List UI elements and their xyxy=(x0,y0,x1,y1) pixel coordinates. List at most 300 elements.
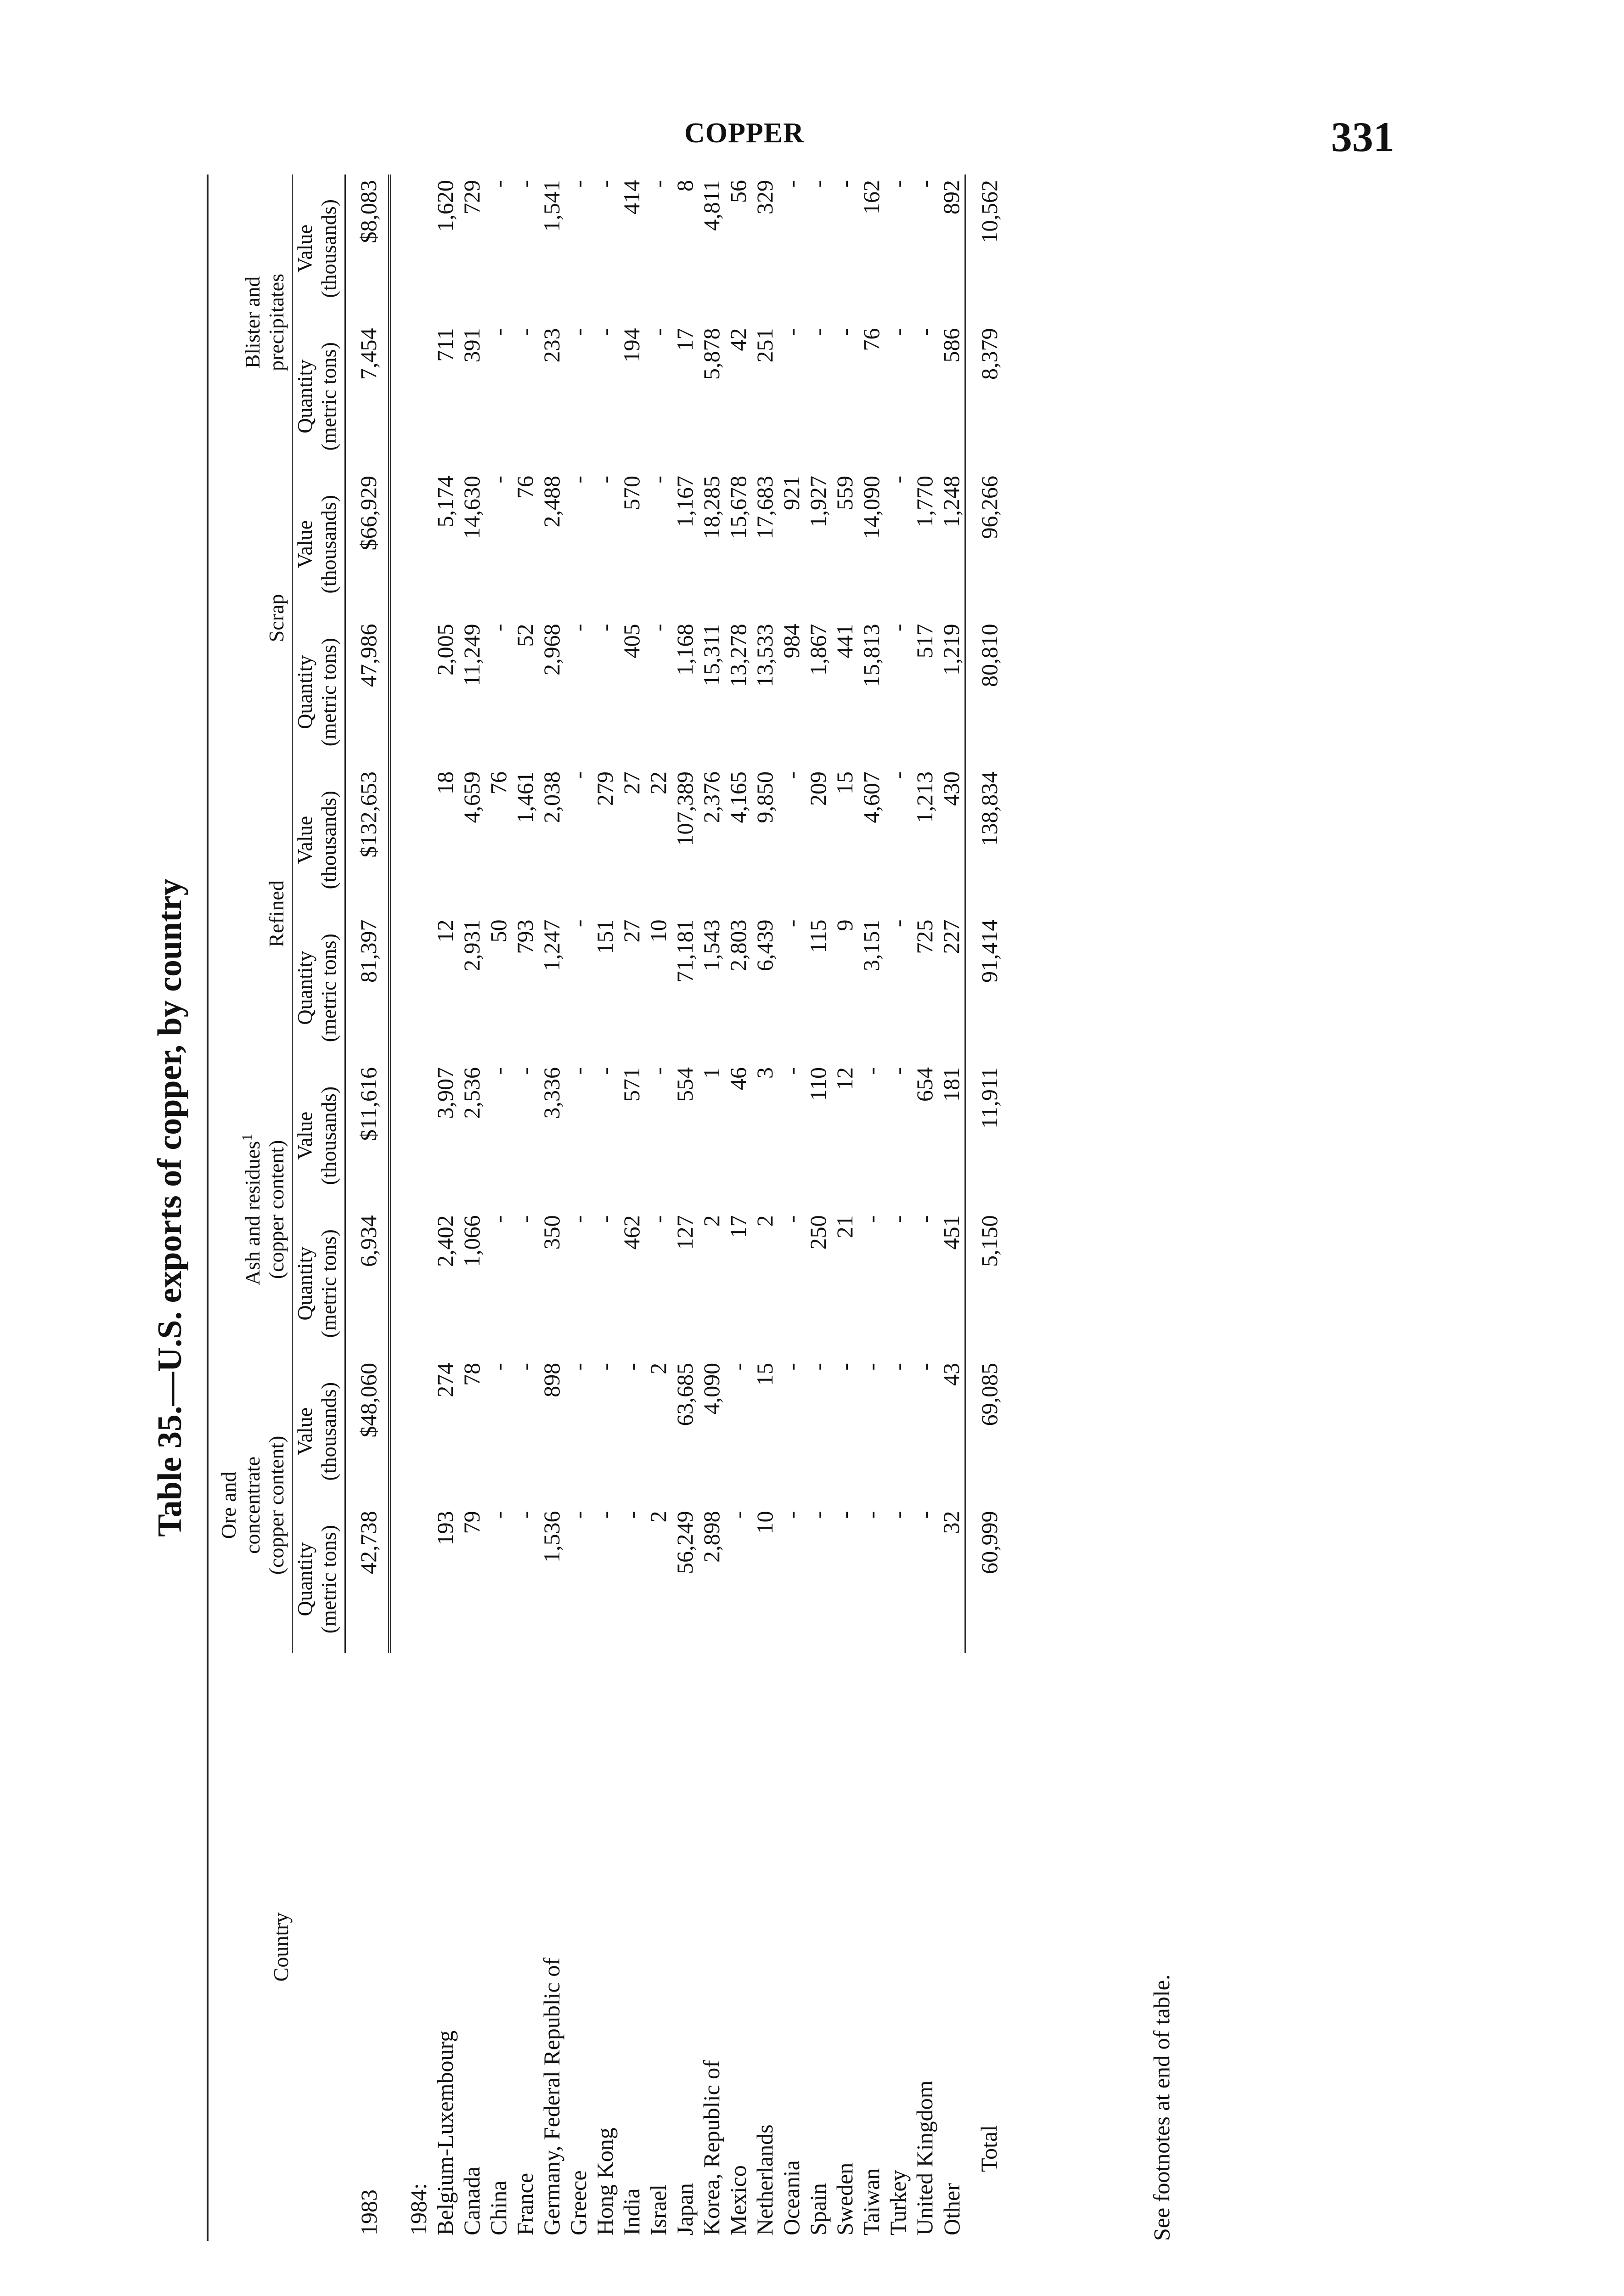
value-cell: 2,898 xyxy=(699,1511,724,1563)
value-cell: 6,439 xyxy=(752,919,778,971)
value-cell: - xyxy=(645,624,671,632)
value-cell: - xyxy=(805,1511,831,1519)
quantity-subheader xyxy=(293,1505,345,1653)
value-cell: 462 xyxy=(619,1215,644,1250)
country-cell xyxy=(458,1653,485,2241)
value-cell: 430 xyxy=(938,771,964,806)
value-cell: 3,907 xyxy=(432,1067,458,1119)
group-blister-line2: precipitates xyxy=(265,274,288,371)
value-cell: - xyxy=(912,180,937,188)
value-cell: 71,181 xyxy=(672,919,698,983)
value-cell: 15,678 xyxy=(725,476,751,539)
value-cell: - xyxy=(592,476,618,484)
value-cell: - xyxy=(885,476,911,484)
value-cell: 56 xyxy=(725,180,751,203)
value-subheader-line: Value xyxy=(293,1407,316,1456)
country-label: India xyxy=(619,2188,644,2235)
value-cell: 21 xyxy=(832,1215,857,1238)
value-cell: 405 xyxy=(619,624,644,658)
value-cell: 2,536 xyxy=(459,1067,485,1119)
country-label: Turkey xyxy=(885,2170,911,2235)
value-cell: - xyxy=(645,1067,671,1075)
value-cell: - xyxy=(778,1511,804,1519)
country-label: Canada xyxy=(459,2167,485,2235)
country-label: Mexico xyxy=(725,2165,751,2235)
value-cell: 2 xyxy=(699,1215,724,1227)
value-cell: 78 xyxy=(459,1362,485,1386)
country-cell xyxy=(345,1653,390,2241)
value-cell: - xyxy=(592,1215,618,1223)
value-cell: 13,278 xyxy=(725,624,751,687)
value-cell: 10 xyxy=(752,1511,778,1534)
value-cell: - xyxy=(485,328,511,336)
value-subheader-line: Value xyxy=(293,224,316,273)
value-subheader-line: Value xyxy=(293,520,316,568)
group-header-scrap xyxy=(208,470,293,766)
value-cell: - xyxy=(832,1362,857,1371)
value-cell: 151 xyxy=(592,919,618,954)
value-cell xyxy=(389,1062,432,1210)
value-cell: - xyxy=(912,1362,937,1371)
value-cell: 570 xyxy=(619,476,644,511)
group-header-refined xyxy=(208,766,293,1062)
value-cell: 46 xyxy=(725,1067,751,1090)
value-cell: 32 xyxy=(938,1511,964,1534)
country-cell xyxy=(831,1653,858,2241)
value-cell: 4,607 xyxy=(858,771,884,823)
value-cell: - xyxy=(885,624,911,632)
group-scrap-line1: Scrap xyxy=(265,594,288,642)
value-cell: 15,813 xyxy=(858,624,884,687)
value-cell: 1,167 xyxy=(672,476,698,528)
value-cell: 60,999 xyxy=(965,1505,1003,1653)
value-cell: 1 xyxy=(699,1067,724,1079)
quantity-subheader-line: Quantity xyxy=(293,1246,316,1321)
country-cell xyxy=(698,1653,725,2241)
value-cell xyxy=(389,470,432,618)
country-cell xyxy=(885,1653,911,2241)
value-cell: 725 xyxy=(912,919,937,954)
value-cell: - xyxy=(645,180,671,188)
value-cell: $132,653 xyxy=(345,766,390,914)
running-head: COPPER xyxy=(684,118,804,149)
country-label: Taiwan xyxy=(858,2168,884,2235)
quantity-subheader xyxy=(293,914,345,1062)
value-cell: 1,213 xyxy=(912,771,937,823)
group-ore-line1: Ore and xyxy=(217,1471,240,1539)
table-row xyxy=(858,174,885,2241)
country-cell xyxy=(485,1653,512,2241)
table-row xyxy=(618,174,645,2241)
value-cell: - xyxy=(778,328,804,336)
value-cell: 69,085 xyxy=(965,1357,1003,1505)
country-label: Netherlands xyxy=(752,2124,778,2235)
value-subheader-line: (thousands) xyxy=(317,1382,340,1481)
value-cell: 17 xyxy=(725,1215,751,1238)
value-cell: 80,810 xyxy=(965,618,1003,766)
exports-table xyxy=(207,174,1003,2241)
value-cell: - xyxy=(885,1511,911,1519)
value-cell: - xyxy=(565,328,591,336)
value-cell: - xyxy=(645,1215,671,1223)
value-cell xyxy=(389,323,432,471)
quantity-subheader-line: (metric tons) xyxy=(317,638,340,747)
country-label: Belgium-Luxembourg xyxy=(432,2030,458,2235)
value-cell: 1,247 xyxy=(539,919,564,971)
value-subheader-line: (thousands) xyxy=(317,495,340,594)
value-cell: 194 xyxy=(619,328,644,363)
table-row xyxy=(725,174,751,2241)
value-cell: 414 xyxy=(619,180,644,214)
value-cell xyxy=(389,618,432,766)
value-cell: 5,174 xyxy=(432,476,458,528)
value-subheader xyxy=(293,174,345,323)
group-header-row xyxy=(208,174,293,2241)
value-cell: 15 xyxy=(752,1362,778,1386)
value-cell: 3,151 xyxy=(858,919,884,971)
value-cell: 7,454 xyxy=(345,323,390,471)
value-cell: - xyxy=(512,1067,538,1075)
value-cell: - xyxy=(645,476,671,484)
country-cell xyxy=(858,1653,885,2241)
value-cell: 91,414 xyxy=(965,914,1003,1062)
value-subheader-line: (thousands) xyxy=(317,1086,340,1185)
value-cell xyxy=(389,1357,432,1505)
value-cell: 110 xyxy=(805,1067,831,1101)
value-cell: 2,038 xyxy=(539,771,564,823)
table-row xyxy=(512,174,538,2241)
value-cell: - xyxy=(885,919,911,928)
value-cell: 181 xyxy=(938,1067,964,1102)
value-subheader xyxy=(293,1062,345,1210)
value-cell: - xyxy=(565,1362,591,1371)
table-row xyxy=(458,174,485,2241)
value-cell: 586 xyxy=(938,328,964,363)
country-label: United Kingdom xyxy=(912,2080,937,2235)
value-cell: - xyxy=(778,1215,804,1223)
value-cell: 17,683 xyxy=(752,476,778,539)
value-cell: - xyxy=(565,180,591,188)
value-cell: 18 xyxy=(432,771,458,794)
country-cell xyxy=(512,1653,538,2241)
value-cell: 42,738 xyxy=(345,1505,390,1653)
footnote-note: See footnotes at end of table. xyxy=(1149,1974,1174,2241)
value-cell: 559 xyxy=(832,476,857,511)
table-row xyxy=(885,174,911,2241)
group-ore-line2: concentrate xyxy=(241,1456,264,1554)
country-cell xyxy=(725,1653,751,2241)
value-cell: - xyxy=(885,1067,911,1075)
group-header-ash xyxy=(208,1062,293,1357)
value-cell: 250 xyxy=(805,1215,831,1250)
value-cell: 15 xyxy=(832,771,857,794)
value-cell: 42 xyxy=(725,328,751,351)
value-cell: 2,376 xyxy=(699,771,724,823)
value-cell: - xyxy=(858,1362,884,1371)
value-cell: 1,541 xyxy=(539,180,564,232)
value-cell xyxy=(389,1210,432,1357)
value-cell: 274 xyxy=(432,1362,458,1397)
value-cell: 4,090 xyxy=(699,1362,724,1415)
value-cell: - xyxy=(778,180,804,188)
value-cell: 9,850 xyxy=(752,771,778,823)
value-cell: 193 xyxy=(432,1511,458,1546)
value-cell: - xyxy=(512,1362,538,1371)
value-cell: - xyxy=(485,1511,511,1519)
value-cell: 3 xyxy=(752,1067,778,1079)
value-cell: - xyxy=(485,1067,511,1075)
value-cell: - xyxy=(885,328,911,336)
value-cell: 43 xyxy=(938,1362,964,1386)
value-cell: - xyxy=(619,1362,644,1371)
quantity-subheader-line: (metric tons) xyxy=(317,934,340,1042)
value-cell: - xyxy=(912,1511,937,1519)
value-cell: - xyxy=(778,1067,804,1075)
quantity-subheader-line: Quantity xyxy=(293,655,316,729)
country-cell xyxy=(805,1653,831,2241)
value-cell: - xyxy=(512,180,538,188)
value-cell: 1,219 xyxy=(938,624,964,675)
value-cell: 2,931 xyxy=(459,919,485,971)
country-label: Other xyxy=(938,2183,964,2235)
footnote-ref: 1 xyxy=(238,1133,255,1141)
country-cell xyxy=(778,1653,805,2241)
country-cell xyxy=(938,1653,965,2241)
value-cell: 107,389 xyxy=(672,771,698,846)
group-ore-line3: (copper content) xyxy=(265,1435,288,1575)
value-cell: - xyxy=(485,624,511,632)
value-cell: - xyxy=(592,1362,618,1371)
country-label: 1984: xyxy=(406,2183,431,2235)
value-cell: - xyxy=(832,180,857,188)
table-header xyxy=(208,174,345,2241)
value-cell: - xyxy=(858,1215,884,1223)
value-cell: - xyxy=(832,1511,857,1519)
value-cell: - xyxy=(885,1362,911,1371)
value-cell: $48,060 xyxy=(345,1357,390,1505)
value-cell: $8,083 xyxy=(345,174,390,323)
value-cell: 18,285 xyxy=(699,476,724,539)
table-row xyxy=(432,174,458,2241)
country-cell xyxy=(911,1653,938,2241)
value-cell: 571 xyxy=(619,1067,644,1102)
value-cell: 2,968 xyxy=(539,624,564,675)
table-row xyxy=(805,174,831,2241)
value-cell: 6,934 xyxy=(345,1210,390,1357)
value-cell: 654 xyxy=(912,1067,937,1102)
group-blister-line1: Blister and xyxy=(241,276,264,369)
country-label: Korea, Republic of xyxy=(699,2060,724,2235)
value-cell: 14,630 xyxy=(459,476,485,539)
value-cell: 517 xyxy=(912,624,937,658)
country-label: China xyxy=(485,2180,511,2235)
value-cell: 984 xyxy=(778,624,804,658)
value-cell: 162 xyxy=(858,180,884,214)
value-cell: - xyxy=(512,1511,538,1519)
table-row xyxy=(565,174,592,2241)
value-cell: 3,336 xyxy=(539,1067,564,1119)
country-label: Oceania xyxy=(778,2160,804,2235)
country-label: Spain xyxy=(805,2183,831,2235)
country-cell xyxy=(671,1653,698,2241)
value-cell: - xyxy=(565,476,591,484)
value-cell: - xyxy=(885,180,911,188)
value-cell: 279 xyxy=(592,771,618,806)
country-label: Greece xyxy=(565,2170,591,2235)
value-cell: 554 xyxy=(672,1067,698,1102)
country-label: 1983 xyxy=(355,2189,382,2235)
value-cell: 27 xyxy=(619,771,644,794)
value-cell: - xyxy=(912,328,937,336)
country-cell xyxy=(618,1653,645,2241)
value-cell: 2,005 xyxy=(432,624,458,675)
table-row xyxy=(778,174,805,2241)
country-label: Germany, Federal Republic of xyxy=(539,1958,564,2235)
value-cell: 1,168 xyxy=(672,624,698,675)
table-row xyxy=(911,174,938,2241)
country-cell xyxy=(538,1653,565,2241)
value-cell: 52 xyxy=(512,624,538,647)
value-cell: 81,397 xyxy=(345,914,390,1062)
value-cell: - xyxy=(512,1215,538,1223)
value-subheader-line: Value xyxy=(293,1111,316,1160)
value-cell: 27 xyxy=(619,919,644,943)
value-cell: - xyxy=(778,919,804,928)
table-row xyxy=(671,174,698,2241)
country-cell xyxy=(592,1653,618,2241)
value-cell: 1,867 xyxy=(805,624,831,675)
year-row-1983 xyxy=(345,174,390,2241)
quantity-subheader-line: (metric tons) xyxy=(317,342,340,451)
quantity-subheader-line: (metric tons) xyxy=(317,1525,340,1634)
value-cell: 76 xyxy=(512,476,538,499)
value-cell: 79 xyxy=(459,1511,485,1534)
value-cell: 227 xyxy=(938,919,964,954)
value-cell: 1,248 xyxy=(938,476,964,528)
value-cell: - xyxy=(485,180,511,188)
value-cell: 2,488 xyxy=(539,476,564,528)
value-cell: - xyxy=(778,771,804,779)
quantity-subheader xyxy=(293,323,345,471)
value-cell: 892 xyxy=(938,180,964,214)
value-cell: 209 xyxy=(805,771,831,806)
table-row xyxy=(938,174,965,2241)
value-subheader xyxy=(293,766,345,914)
value-cell: 5,150 xyxy=(965,1210,1003,1357)
value-cell: - xyxy=(592,624,618,632)
value-cell: - xyxy=(592,180,618,188)
value-cell: $66,929 xyxy=(345,470,390,618)
value-cell: 2,803 xyxy=(725,919,751,971)
value-cell: - xyxy=(885,1215,911,1223)
value-subheader-line: (thousands) xyxy=(317,199,340,298)
value-cell: 1,543 xyxy=(699,919,724,971)
value-cell xyxy=(389,914,432,1062)
value-cell: 350 xyxy=(539,1215,564,1250)
group-header-ore xyxy=(208,1357,293,1653)
value-cell: 5,878 xyxy=(699,328,724,380)
value-cell: 63,685 xyxy=(672,1362,698,1426)
country-label: Hong Kong xyxy=(592,2127,618,2235)
value-cell: - xyxy=(592,1511,618,1519)
country-label: Israel xyxy=(645,2184,671,2235)
value-cell: 1,620 xyxy=(432,180,458,232)
value-cell: 2 xyxy=(645,1511,671,1523)
value-cell: 1,770 xyxy=(912,476,937,528)
value-cell: - xyxy=(645,328,671,336)
value-cell: 17 xyxy=(672,328,698,351)
value-cell: 1,066 xyxy=(459,1215,485,1267)
country-cell xyxy=(565,1653,592,2241)
country-column-header: Country xyxy=(208,1653,345,2241)
rotated-table-block xyxy=(147,174,1203,2241)
value-cell: - xyxy=(805,1362,831,1371)
value-subheader xyxy=(293,470,345,618)
value-cell: 96,266 xyxy=(965,470,1003,618)
value-cell: - xyxy=(485,476,511,484)
value-cell: 10 xyxy=(645,919,671,943)
value-cell: 12 xyxy=(832,1067,857,1090)
quantity-subheader xyxy=(293,1210,345,1357)
group-header-blister xyxy=(208,174,293,470)
value-subheader-line: (thousands) xyxy=(317,790,340,889)
value-cell: 56,249 xyxy=(672,1511,698,1574)
value-cell: - xyxy=(512,328,538,336)
value-cell: 441 xyxy=(832,624,857,658)
value-cell: 9 xyxy=(832,919,857,931)
value-cell: 1,461 xyxy=(512,771,538,823)
quantity-subheader-line: Quantity xyxy=(293,951,316,1025)
group-refined-line1: Refined xyxy=(265,880,288,947)
table-title: Table 35.—U.S. exports of copper, by country xyxy=(151,878,189,1537)
country-cell xyxy=(432,1653,458,2241)
quantity-subheader xyxy=(293,618,345,766)
table-row xyxy=(485,174,512,2241)
table-row xyxy=(698,174,725,2241)
value-cell: 11,911 xyxy=(965,1062,1003,1210)
value-cell: - xyxy=(778,1362,804,1371)
value-cell: 2 xyxy=(645,1362,671,1374)
value-cell: - xyxy=(805,328,831,336)
value-cell: - xyxy=(885,771,911,779)
value-cell: 329 xyxy=(752,180,778,214)
value-cell: - xyxy=(485,1215,511,1223)
value-cell: - xyxy=(858,1511,884,1519)
value-cell: 1,536 xyxy=(539,1511,564,1563)
value-cell: 50 xyxy=(485,919,511,943)
value-cell: - xyxy=(565,624,591,632)
value-cell: 8 xyxy=(672,180,698,191)
page-number: 331 xyxy=(1331,113,1394,160)
quantity-subheader-line: Quantity xyxy=(293,1542,316,1616)
value-cell: 1,927 xyxy=(805,476,831,528)
value-cell: $11,616 xyxy=(345,1062,390,1210)
country-label: France xyxy=(512,2172,538,2235)
table-row xyxy=(645,174,671,2241)
value-cell: 2 xyxy=(752,1215,778,1227)
value-cell: 76 xyxy=(485,771,511,794)
table-body xyxy=(345,174,1003,2241)
group-ash-label: Ash and residues xyxy=(241,1141,264,1286)
country-label: Japan xyxy=(672,2183,698,2235)
value-cell: 115 xyxy=(805,919,831,953)
value-cell xyxy=(389,1505,432,1653)
country-cell xyxy=(645,1653,671,2241)
value-cell: - xyxy=(912,1215,937,1223)
value-cell: 22 xyxy=(645,771,671,794)
value-cell: - xyxy=(619,1511,644,1519)
value-cell: - xyxy=(565,1067,591,1075)
